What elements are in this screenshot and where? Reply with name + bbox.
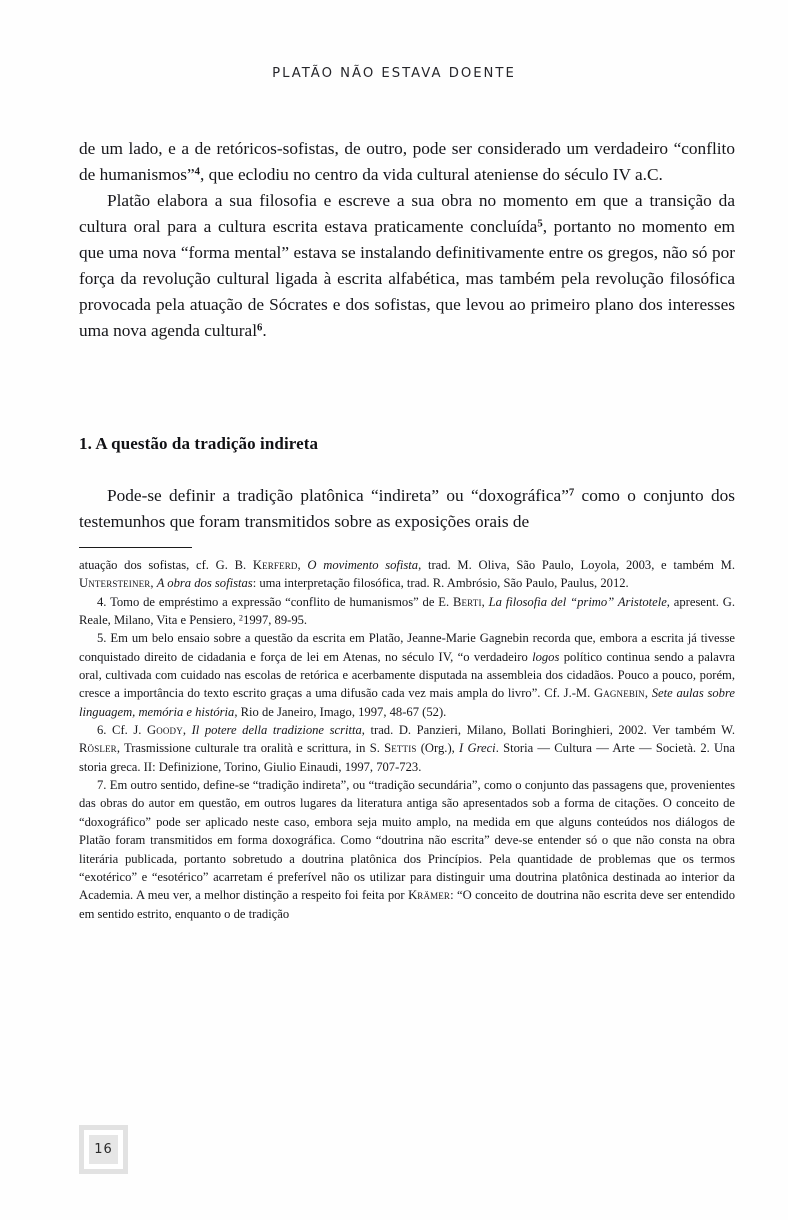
footnote-separator-rule bbox=[79, 547, 192, 548]
page-number-inner-frame bbox=[84, 1130, 123, 1169]
footnote-author-smallcaps: Goody bbox=[147, 723, 183, 738]
footnote-text: (Org.), bbox=[416, 741, 460, 756]
paragraph-2-before-note: Platão elabora a sua filosofia e escreve a sua obra no momento em que a transição da cultura oral para a cultura escrita estava praticamente concluída bbox=[79, 191, 735, 236]
footnote-fn-4 bbox=[79, 593, 735, 630]
footnote-title-italic: I Greci bbox=[459, 741, 496, 756]
footnote-fn-3-continuation bbox=[79, 556, 735, 593]
running-head: PLATÃO NÃO ESTAVA DOENTE bbox=[272, 66, 516, 81]
footnote-author-smallcaps: Krämer bbox=[408, 888, 451, 903]
footnote-text: , apresent. G. Reale, Milano, Vita e Pensiero, bbox=[79, 594, 735, 628]
footnote-text: Em outro sentido, define-se “tradição indireta”, ou “tradição secundária”, como o conjunto das passagens que, provenientes das obras do autor em questão, em outros lugares da literatura antiga são apresentados sob a forma de citações. O conceito de “doxográfico” pode ser aplicado neste caso, embora seja muito amplo, na medida em que alguns conteúdos nos diálogos de Platão foram transmitidos em forma doxográfica. Como “doutrina não escrita” deve-se entender só o que não consta na obra literária publicada, portanto sobretudo a doutrina platônica dos Princípios. Pela quantidade de problemas que os termos “exotérico” e “esotérico” acarretam é preferível não os utilizar para distinguir uma doutrina platônica destinada ao interior da Academia. A meu ver, a melhor distinção a respeito foi feita por bbox=[79, 778, 735, 903]
footnotes-block bbox=[79, 556, 735, 923]
footnote-title-italic: O movimento sofista bbox=[307, 558, 419, 572]
page-number: 16 bbox=[89, 1135, 118, 1164]
footnote-text: , trad. M. Oliva, São Paulo, Loyola, 2003, e também M. bbox=[418, 558, 735, 572]
footnote-text: político continua sendo a palavra oral, cultivada com cuidado nas escolas de retórica e acerbamente disputada na assembleia dos cidadãos. Pouco a pouco, porém, cresce a importância do texto escrito graças a uma difusão cada vez mais ampla do livro”. Cf. J.-M. bbox=[79, 649, 735, 701]
footnote-text: , bbox=[644, 686, 652, 701]
footnote-text: : “O conceito de doutrina não escrita deve ser entendido em sentido estrito, enquanto o de tradição bbox=[79, 888, 736, 921]
footnote-text: , bbox=[150, 576, 157, 591]
footnote-text: Tomo de empréstimo a expressão “conflito de humanismos” de E. bbox=[106, 594, 453, 609]
footnote-title-italic: Sete aulas sobre linguagem, memória e história bbox=[79, 686, 735, 719]
footnote-title-italic: A obra dos sofistas bbox=[156, 576, 253, 591]
footnote-text: , Trasmissione culturale tra oralità e scrittura, in S. bbox=[116, 741, 385, 756]
paragraph-3-before-note: Pode-se definir a tradição platônica “indireta” ou “doxográfica” bbox=[107, 486, 569, 505]
footnote-fn-5 bbox=[79, 629, 735, 721]
paragraph-continuation bbox=[79, 136, 735, 188]
footnote-author-smallcaps: Berti bbox=[452, 594, 482, 609]
paragraph-platao bbox=[79, 188, 735, 344]
footnote-author-smallcaps: Rösler bbox=[79, 741, 117, 756]
footnote-text: , trad. D. Panzieri, Milano, Bollati Boringhieri, 2002. Ver também W. bbox=[361, 723, 735, 738]
footnote-number: 7. bbox=[97, 778, 107, 793]
footnote-text: Em um belo ensaio sobre a questão da escrita em Platão, Jeanne-Marie Gagnebin recorda que, embora a escrita já tivesse conquistado direito de cidadania e força de lei em Atenas, no século IV, “o verdadeiro bbox=[79, 631, 735, 664]
footnote-marker-7[interactable]: 7 bbox=[568, 486, 575, 499]
footnote-fn-6 bbox=[79, 721, 735, 776]
paragraph-2-middle: , portanto no momento em que uma nova “forma mental” estava se instalando definitivamente entre os gregos, não só por força da revolução cultural ligada à escrita alfabética, mas também pela revolução filosófica provocada pela atuação de Sócrates e dos sofistas, que levou ao primeiro plano dos interesses uma nova agenda cultural bbox=[79, 217, 735, 340]
footnote-marker-5[interactable]: 5 bbox=[537, 217, 543, 230]
page-number-box bbox=[79, 1125, 128, 1174]
footnote-text: . Storia — Cultura — Arte — Società. 2. Una storia greca. II: Definizione, Torino, Giulio Einaudi, 1997, 707-723. bbox=[79, 741, 735, 774]
paragraph-1-before-note: de um lado, e a de retóricos-sofistas, de outro, pode ser considerado um verdadeiro “conflito de humanismos” bbox=[79, 139, 735, 184]
footnote-title-italic: Il potere della tradizione scritta bbox=[191, 723, 362, 738]
footnote-text: , bbox=[182, 723, 192, 738]
footnote-edition-superscript: 2 bbox=[238, 613, 244, 623]
footnote-text: , Rio de Janeiro, Imago, 1997, 48-67 (52). bbox=[234, 704, 447, 719]
footnote-number: 6. bbox=[97, 723, 107, 738]
body-text-block bbox=[79, 136, 735, 344]
footnote-text: Cf. J. bbox=[106, 723, 148, 738]
footnote-author-smallcaps: Untersteiner bbox=[79, 576, 151, 591]
footnote-marker-4[interactable]: 4 bbox=[194, 165, 201, 178]
footnote-text: , bbox=[481, 594, 489, 609]
footnote-author-smallcaps: Kerferd bbox=[252, 558, 298, 572]
paragraph-2-end: . bbox=[262, 321, 267, 340]
section-heading: 1. A questão da tradição indireta bbox=[79, 434, 319, 453]
footnote-marker-6[interactable]: 6 bbox=[257, 321, 263, 334]
footnote-text: : uma interpretação filosófica, trad. R. Ambrósio, São Paulo, Paulus, 2012. bbox=[252, 576, 629, 591]
footnote-title-italic: logos bbox=[532, 649, 560, 664]
footnote-author-smallcaps: Settis bbox=[384, 741, 417, 756]
footnote-text: 1997, 89-95. bbox=[243, 613, 308, 628]
paragraph-1-after-note: , que eclodiu no centro da vida cultural ateniense do século IV a.C. bbox=[200, 165, 663, 184]
footnote-number: 4. bbox=[97, 594, 107, 609]
body-text-block-2 bbox=[79, 483, 735, 535]
paragraph-pode-se bbox=[79, 483, 735, 535]
footnote-number: 5. bbox=[97, 631, 107, 646]
paragraph-3-after-note: como o conjunto dos testemunhos que foram transmitidos sobre as exposições orais de bbox=[79, 486, 735, 531]
footnote-text: , bbox=[297, 558, 308, 572]
footnote-author-smallcaps: Gagnebin bbox=[594, 686, 645, 701]
footnote-fn-7 bbox=[79, 776, 735, 923]
footnote-text: atuação dos sofistas, cf. G. B. bbox=[79, 558, 253, 572]
footnote-title-italic: La filosofia del “primo” Aristotele bbox=[488, 594, 667, 609]
